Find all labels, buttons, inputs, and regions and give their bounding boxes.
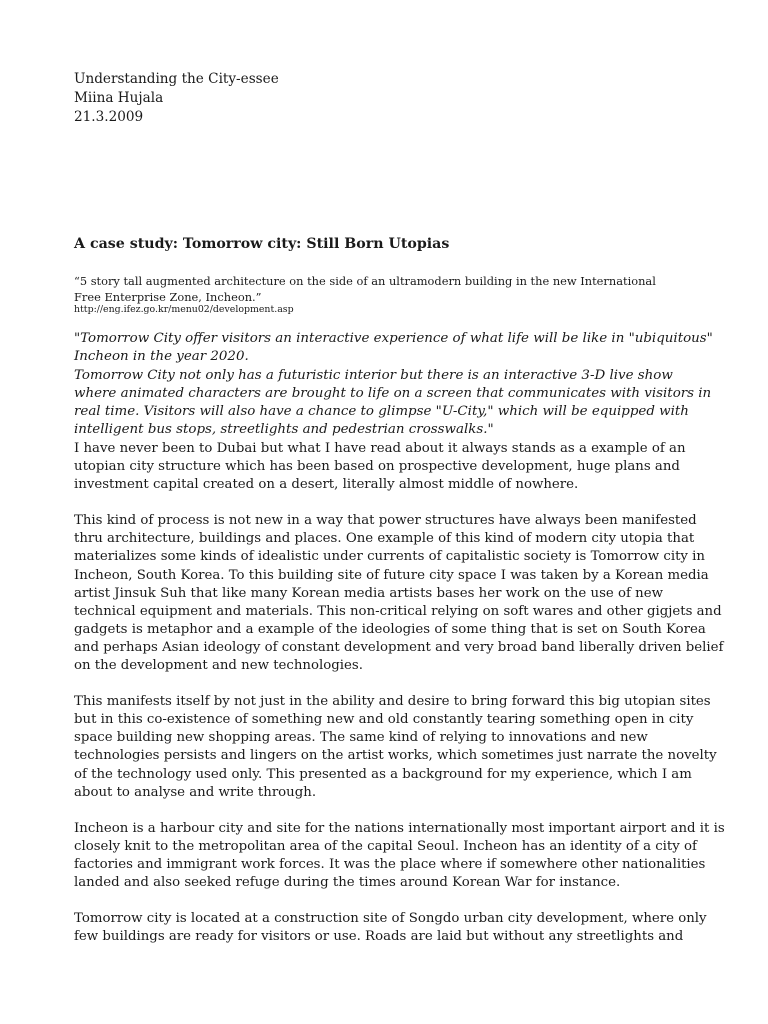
- small-quote: “5 story tall augmented architecture on the side of an ultramodern building in the new International Free Enterprise Zone, Incheon.”: [74, 274, 656, 304]
- paragraph-4: Incheon is a harbour city and site for the nations internationally most important airport and it is closely knit to the metropolitan area of the capital Seoul. Incheon has an identity of a city of factories and immigrant work forces. It was the place where if somewhere other nationalities landed and also seeked refuge during the times around Korean War for instance.: [74, 820, 725, 890]
- document-date: 21.3.2009: [74, 109, 144, 125]
- paragraph-3: This manifests itself by not just in the ability and desire to bring forward this big utopian sites but in this co-existence of something new and old constantly tearing something open in city space building new shopping areas. The same kind of relying to innovations and new technologies persists and lingers on the artist works, which sometimes just narrate the novelty of the technology used only. This presented as a background for my experience, which I am about to analyse and write through.: [74, 694, 717, 800]
- paragraph-1: I have never been to Dubai but what I have read about it always stands as a example of an utopian city structure which has been based on prospective development, huge plans and investment capital created on a desert, literally almost middle of nowhere.: [74, 441, 686, 493]
- body-text: [74, 440, 726, 964]
- italic-quote-block: [74, 330, 714, 440]
- source-url: http://eng.ifez.go.kr/menu02/development.asp: [74, 304, 294, 315]
- paragraph-2: This kind of process is not new in a way that power structures have always been manifested thru architecture, buildings and places. One example of this kind of modern city utopia that materializes some kinds of idealistic under currents of capitalistic society is Tomorrow city in Incheon, South Korea. To this building site of future city space I was taken by a Korean media artist Jinsuk Suh that like many Korean media artists bases her work on the use of new technical equipment and materials. This non-critical relying on soft wares and other gigjets and gadgets is metaphor and a example of the ideologies of some thing that is set on South Korea and perhaps Asian ideology of constant development and very broad band liberally driven belief on the development and new technologies.: [74, 513, 724, 674]
- italic-quote-p1: "Tomorrow City offer visitors an interactive experience of what life will be like in "ubiquitous" Incheon in the year 2020.: [74, 331, 713, 365]
- author-name: Miina Hujala: [74, 90, 164, 106]
- paragraph-5: Tomorrow city is located at a construction site of Songdo urban city development, where only few buildings are ready for visitors or use. Roads are laid but without any streetlights and: [74, 911, 707, 945]
- section-title: A case study: Tomorrow city: Still Born Utopias: [74, 236, 450, 252]
- italic-quote-p2: Tomorrow City not only has a futuristic interior but there is an interactive 3-D live show where animated characters are brought to life on a screen that communicates with visitors in real time. Visitors will also have a chance to glimpse "U-City," which will be equipped with intelligent bus stops, streetlights and pedestrian crosswalks.": [74, 367, 712, 438]
- document-page: [74, 70, 734, 945]
- document-title: Understanding the City-essee: [74, 71, 279, 87]
